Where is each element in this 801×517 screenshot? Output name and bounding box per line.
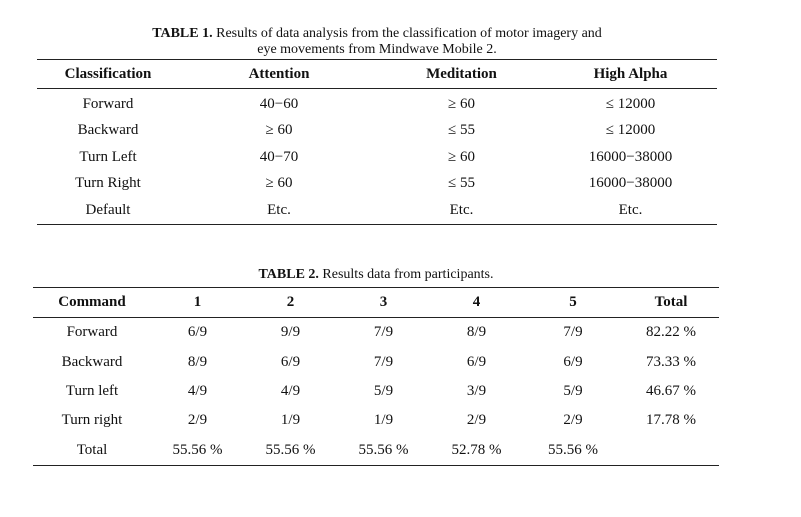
table1-row	[37, 171, 717, 198]
table2-row	[33, 377, 719, 406]
table1-cell: ≤ 12000	[605, 95, 656, 112]
table1-caption	[37, 26, 717, 58]
table1-cell: 16000−38000	[588, 148, 673, 165]
table2-label: TABLE 2.	[258, 267, 319, 282]
table2-header-cell: 5	[523, 288, 623, 318]
table2-cell: Forward	[66, 324, 118, 341]
table1-caption-line1	[37, 26, 717, 42]
table2-cell: 55.56 %	[265, 441, 316, 458]
table1-header-row	[37, 60, 717, 89]
table1-label: TABLE 1.	[152, 26, 213, 41]
table2-cell: 7/9	[373, 324, 394, 341]
table2-cell: Backward	[61, 353, 123, 370]
table1-cell: Etc.	[618, 201, 643, 218]
table2-cell: 9/9	[280, 324, 301, 341]
table2-row	[33, 347, 719, 376]
table2-cell: 17.78 %	[646, 412, 696, 429]
table1-header-cell: Classification	[37, 60, 179, 89]
table2-caption	[33, 267, 719, 283]
table2-cell: 6/9	[563, 353, 583, 370]
table1-cell: 40−70	[259, 148, 299, 165]
table1-cell: ≥ 60	[448, 148, 475, 165]
table2-cell: 55.56 %	[172, 441, 223, 458]
table2-cell: 52.78 %	[451, 441, 502, 458]
table2-header-cell: Command	[33, 288, 151, 318]
table2-cell: 4/9	[187, 382, 208, 399]
table2-cell: 5/9	[373, 382, 394, 399]
table1-cell: ≤ 55	[448, 175, 475, 192]
table2-row	[33, 436, 719, 466]
table1-cell: Forward	[82, 95, 134, 112]
table2-cell: 3/9	[466, 382, 487, 399]
table2-header-row	[33, 288, 719, 318]
table2-header-cell: 2	[244, 288, 337, 318]
table1-header-cell: Meditation	[379, 60, 544, 89]
table2-cell: 8/9	[466, 324, 487, 341]
table2-cell: 7/9	[373, 353, 394, 370]
table2-header-cell: Total	[623, 288, 719, 318]
table2-cell: 6/9	[466, 353, 487, 370]
table2-cell: 7/9	[563, 324, 583, 341]
table1-row	[37, 144, 717, 171]
table2-cell: 1/9	[280, 412, 301, 429]
table2-cell: Turn right	[61, 412, 123, 429]
table2-cell: 2/9	[563, 412, 583, 429]
table2-cell: 5/9	[563, 382, 583, 399]
table1-cell: ≤ 12000	[605, 122, 656, 139]
table1-caption-text: Results of data analysis from the classification of motor imagery and	[216, 26, 602, 41]
table2-cell: 2/9	[187, 412, 208, 429]
table1-cell: ≤ 55	[448, 122, 475, 139]
table2-cell: Turn left	[65, 382, 119, 399]
table2-cell	[623, 436, 719, 466]
table2-header-cell: 4	[430, 288, 523, 318]
table1-header-cell: High Alpha	[544, 60, 717, 89]
table2-cell: 4/9	[280, 382, 301, 399]
table1-row	[37, 197, 717, 224]
table1-cell: Etc.	[267, 201, 291, 218]
table1-cell: ≥ 60	[265, 175, 293, 192]
table1-cell: Backward	[77, 122, 139, 139]
table2-cell: 46.67 %	[646, 382, 696, 399]
table2-cell: 55.56 %	[358, 441, 409, 458]
table2-cell: 1/9	[373, 412, 394, 429]
table2-cell: 73.33 %	[646, 353, 696, 370]
table2-caption-text: Results data from participants.	[322, 267, 494, 282]
table1	[37, 59, 717, 225]
table1-cell: Etc.	[449, 201, 474, 218]
table2-cell: Total	[76, 441, 108, 458]
table1-row	[37, 89, 717, 118]
table1-header-cell: Attention	[179, 60, 379, 89]
table1-row	[37, 118, 717, 145]
table1-cell: ≥ 60	[448, 95, 475, 112]
table2-row	[33, 318, 719, 348]
table2	[33, 287, 719, 466]
table2-row	[33, 406, 719, 435]
table1-cell: Turn Left	[79, 148, 137, 165]
table2-header-cell: 3	[337, 288, 430, 318]
table2-header-cell: 1	[151, 288, 244, 318]
table2-cell: 82.22 %	[646, 324, 696, 341]
table2-cell: 2/9	[466, 412, 487, 429]
table1-cell: Default	[85, 201, 131, 218]
table1-cell: 16000−38000	[588, 175, 673, 192]
table1-cell: ≥ 60	[265, 122, 293, 139]
table1-cell: Turn Right	[75, 175, 141, 192]
table1-cell: 40−60	[259, 95, 299, 112]
table1-caption-line2: eye movements from Mindwave Mobile 2.	[257, 42, 497, 57]
table2-cell: 6/9	[280, 353, 301, 370]
table2-cell: 6/9	[187, 324, 208, 341]
table2-cell: 8/9	[187, 353, 208, 370]
table2-cell: 55.56 %	[548, 441, 598, 458]
